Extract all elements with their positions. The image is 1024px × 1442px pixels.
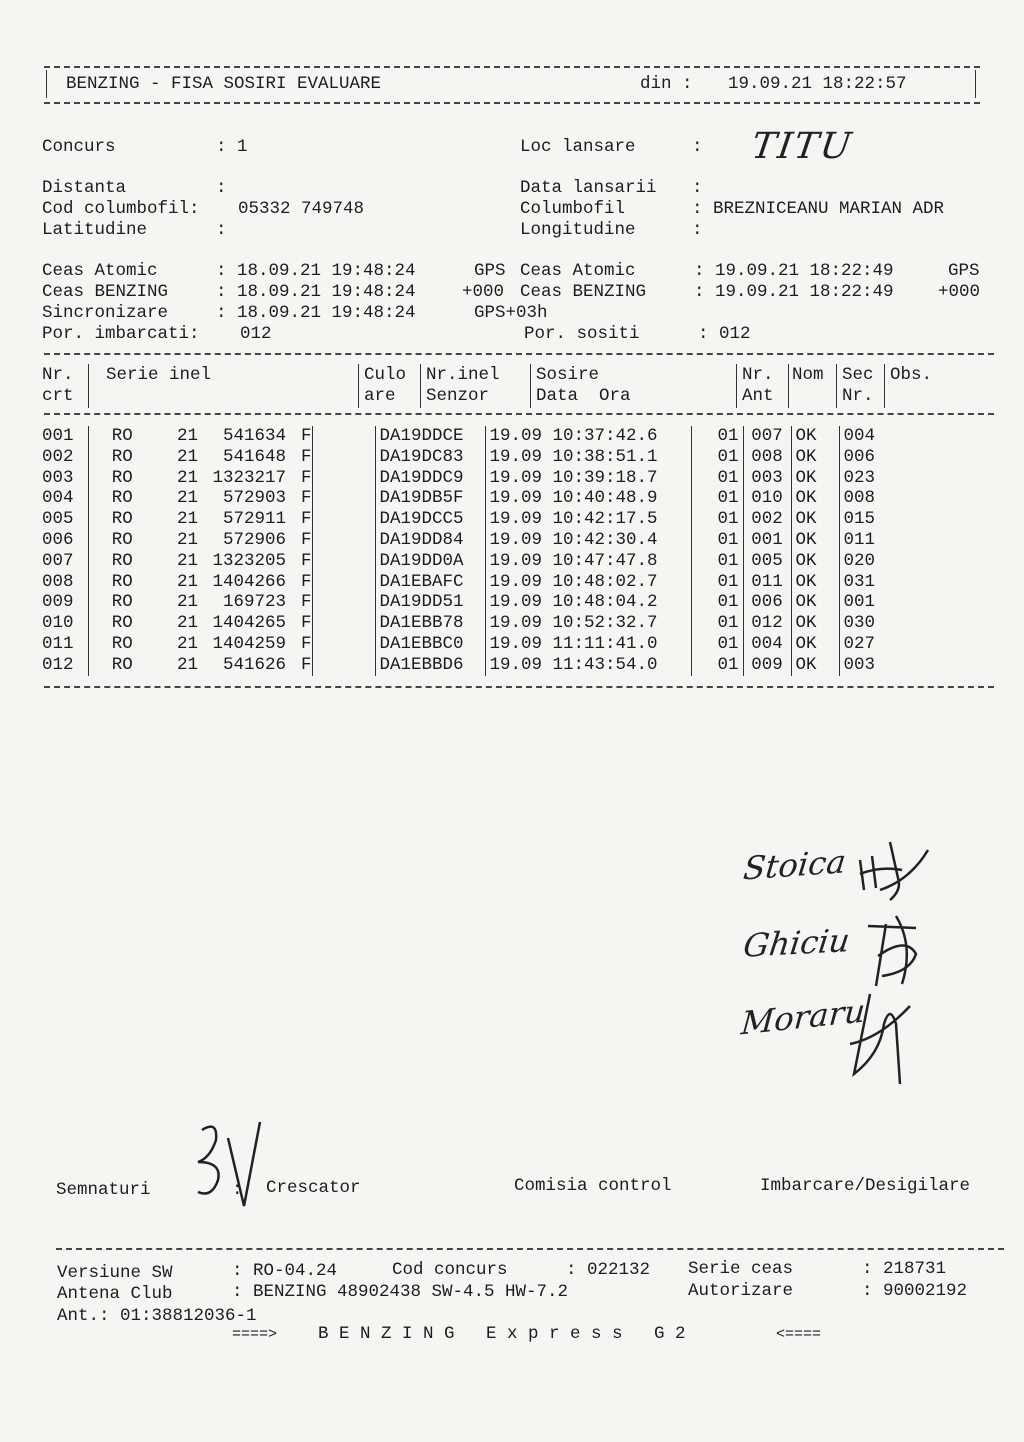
cell-tara: RO xyxy=(88,592,156,613)
semnaturi-colon: : xyxy=(232,1180,243,1200)
cell-senzor: DA19DD0A xyxy=(375,551,485,572)
cell-senzor: DA19DD51 xyxy=(375,592,485,613)
left-clock-2-value: : 18.09.21 19:48:24 xyxy=(216,282,416,302)
col-divider-7 xyxy=(836,364,837,408)
cell-nr: 004 xyxy=(42,488,74,509)
cell-culoare xyxy=(312,468,375,489)
footer-rule xyxy=(56,1248,1004,1250)
table-row xyxy=(42,468,895,489)
col-divider-2 xyxy=(358,364,359,408)
sync-suffix: GPS+03h xyxy=(474,303,548,323)
header-bottom-rule xyxy=(44,102,980,104)
cell-nr: 003 xyxy=(42,467,74,488)
table-row xyxy=(42,551,895,572)
cell-nr: 006 xyxy=(42,529,74,550)
th-nom: Nom xyxy=(792,365,824,385)
left-clock-1-value: : 18.09.21 19:48:24 xyxy=(216,261,416,281)
cell-obs: 004 xyxy=(839,426,895,447)
th-serie-inel: Serie inel xyxy=(106,365,212,385)
left-clock-1-label: Ceas Atomic xyxy=(42,261,158,281)
cell-sex: F xyxy=(300,446,312,467)
cell-nom: 009 xyxy=(743,655,791,676)
th-culoare-1: Culo xyxy=(364,365,407,385)
commission-signature-3 xyxy=(840,984,920,1094)
cell-nr: 005 xyxy=(42,509,74,530)
cell-inel: 1323205 xyxy=(212,550,286,571)
cell-senzor: DA19DDCE xyxy=(375,426,485,447)
table-row xyxy=(42,447,895,468)
imbarcare-label: Imbarcare/Desigilare xyxy=(760,1176,971,1196)
cell-an: 21 xyxy=(176,446,198,467)
cell-inel: 572911 xyxy=(222,509,286,530)
sositi-value: : 012 xyxy=(698,324,751,344)
table-top-rule xyxy=(44,353,994,355)
table-header-rule xyxy=(44,413,994,415)
date-value: 19.09.21 18:22:57 xyxy=(728,74,907,94)
cell-sec: OK xyxy=(791,655,839,676)
latitudine-label: Latitudine xyxy=(42,220,148,240)
cell-sex: F xyxy=(300,467,312,488)
cell-tara: RO xyxy=(88,468,156,489)
data-lansarii-value: : xyxy=(692,178,703,198)
autorizare-label: Autorizare xyxy=(688,1281,794,1301)
col-divider-6 xyxy=(788,364,789,408)
col-divider-8 xyxy=(884,364,885,408)
cell-nom: 003 xyxy=(743,468,791,489)
cell-nr: 002 xyxy=(42,446,74,467)
table-row xyxy=(42,509,895,530)
cell-nr: 009 xyxy=(42,592,74,613)
th-sosire-1: Sosire xyxy=(536,365,600,385)
cod-columbofil-label: Cod columbofil: xyxy=(42,199,200,219)
cell-an: 21 xyxy=(176,550,198,571)
cell-sec: OK xyxy=(791,426,839,447)
cell-nr: 008 xyxy=(42,571,74,592)
cell-tara: RO xyxy=(88,530,156,551)
cell-tara: RO xyxy=(88,447,156,468)
cell-inel: 1323217 xyxy=(212,467,286,488)
cell-nom: 010 xyxy=(743,488,791,509)
antena-label: Antena Club xyxy=(57,1284,173,1304)
cell-sosire: 19.09 10:37:42.6 xyxy=(485,426,691,447)
cell-ant: 01 xyxy=(691,551,743,572)
commission-name-2: Ghiciu xyxy=(741,921,852,965)
cell-ant: 01 xyxy=(691,613,743,634)
cell-sosire: 19.09 11:43:54.0 xyxy=(485,655,691,676)
columbofil-value: : BREZNICEANU MARIAN ADR xyxy=(692,199,945,219)
table-row xyxy=(42,572,895,593)
cell-sosire: 19.09 11:11:41.0 xyxy=(485,634,691,655)
concurs-value: : 1 xyxy=(216,137,248,157)
cell-sec: OK xyxy=(791,613,839,634)
header-right-border xyxy=(975,70,976,98)
cell-sosire: 19.09 10:48:04.2 xyxy=(485,592,691,613)
cell-obs: 027 xyxy=(839,634,895,655)
versiune-value: : RO-04.24 xyxy=(232,1261,338,1281)
cell-obs: 020 xyxy=(839,551,895,572)
cell-an: 21 xyxy=(176,654,198,675)
cell-an: 21 xyxy=(176,488,198,509)
cell-ant: 01 xyxy=(691,447,743,468)
cell-an: 21 xyxy=(176,613,198,634)
cell-tara: RO xyxy=(88,426,156,447)
cell-sex: F xyxy=(300,529,312,550)
cell-inel: 1404259 xyxy=(212,633,286,654)
th-sec-1: Sec xyxy=(842,365,874,385)
cell-an: 21 xyxy=(176,529,198,550)
right-clock-1-label: Ceas Atomic xyxy=(520,261,636,281)
concurs-label: Concurs xyxy=(42,137,116,157)
cod-columbofil-value: 05332 749748 xyxy=(238,199,365,219)
imbarcati-value: 012 xyxy=(240,324,272,344)
serie-ceas-label: Serie ceas xyxy=(688,1259,794,1279)
cell-tara: RO xyxy=(88,613,156,634)
cell-sec: OK xyxy=(791,592,839,613)
cell-sex: F xyxy=(300,571,312,592)
cell-culoare xyxy=(312,592,375,613)
cod-concurs-value: : 022132 xyxy=(566,1260,651,1280)
cell-culoare xyxy=(312,530,375,551)
cell-sec: OK xyxy=(791,530,839,551)
arrivals-table-body xyxy=(42,426,895,676)
longitudine-value: : xyxy=(692,220,703,240)
cell-inel: 169723 xyxy=(222,592,286,613)
cell-nr: 011 xyxy=(42,633,74,654)
table-row xyxy=(42,634,895,655)
cell-ant: 01 xyxy=(691,530,743,551)
cell-inel: 1404266 xyxy=(212,571,286,592)
cell-senzor: DA1EBAFC xyxy=(375,572,485,593)
cell-tara: RO xyxy=(88,572,156,593)
table-row xyxy=(42,426,895,447)
loc-lansare-colon: : xyxy=(692,137,703,157)
cell-sec: OK xyxy=(791,447,839,468)
cell-senzor: DA1EBBC0 xyxy=(375,634,485,655)
cell-sosire: 19.09 10:42:30.4 xyxy=(485,530,691,551)
ant-line: Ant.: 01:38812036-1 xyxy=(57,1306,257,1326)
cell-ant: 01 xyxy=(691,488,743,509)
cell-nom: 008 xyxy=(743,447,791,468)
th-sec-2: Nr. xyxy=(842,386,874,406)
cell-tara: RO xyxy=(88,488,156,509)
cell-obs: 003 xyxy=(839,655,895,676)
loc-lansare-label: Loc lansare xyxy=(520,137,636,157)
columbofil-label: Columbofil xyxy=(520,199,626,219)
cell-inel: 572903 xyxy=(222,488,286,509)
table-bottom-rule xyxy=(44,686,994,688)
cell-sex: F xyxy=(300,509,312,530)
latitudine-value: : xyxy=(216,220,227,240)
cell-obs: 023 xyxy=(839,468,895,489)
cell-culoare xyxy=(312,447,375,468)
cell-inel: 541626 xyxy=(222,654,286,675)
cell-an: 21 xyxy=(176,509,198,530)
cell-sosire: 19.09 10:40:48.9 xyxy=(485,488,691,509)
th-ant-1: Nr. xyxy=(742,365,774,385)
cell-sex: F xyxy=(300,613,312,634)
cell-sex: F xyxy=(300,488,312,509)
commission-name-1: Stoica xyxy=(741,842,848,888)
cell-tara: RO xyxy=(88,551,156,572)
cell-culoare xyxy=(312,488,375,509)
express-right-arrow: <==== xyxy=(776,1326,822,1343)
left-clock-1-suffix: GPS xyxy=(474,261,506,281)
comisia-control-label: Comisia control xyxy=(514,1176,672,1196)
cell-nom: 006 xyxy=(743,592,791,613)
cell-culoare xyxy=(312,509,375,530)
right-clock-2-suffix: +000 xyxy=(938,282,981,302)
express-left-arrow: ====> xyxy=(232,1326,278,1343)
cell-sosire: 19.09 10:39:18.7 xyxy=(485,468,691,489)
table-row xyxy=(42,655,895,676)
cell-nr: 001 xyxy=(42,426,74,446)
cell-inel: 541634 xyxy=(222,426,286,446)
cell-culoare xyxy=(312,655,375,676)
cell-sec: OK xyxy=(791,634,839,655)
cell-an: 21 xyxy=(176,592,198,613)
cell-sosire: 19.09 10:47:47.8 xyxy=(485,551,691,572)
versiune-label: Versiune SW xyxy=(57,1263,173,1283)
longitudine-label: Longitudine xyxy=(520,220,636,240)
commission-name-3: Moraru xyxy=(739,991,867,1043)
cell-nr: 010 xyxy=(42,613,74,634)
table-row xyxy=(42,530,895,551)
th-culoare-2: are xyxy=(364,386,396,406)
express-banner: B E N Z I N G E x p r e s s G 2 xyxy=(318,1324,686,1344)
cell-tara: RO xyxy=(88,655,156,676)
sync-value: : 18.09.21 19:48:24 xyxy=(216,303,416,323)
cell-an: 21 xyxy=(176,467,198,488)
cell-ant: 01 xyxy=(691,509,743,530)
cell-obs: 015 xyxy=(839,509,895,530)
cell-nom: 012 xyxy=(743,613,791,634)
cell-sec: OK xyxy=(791,551,839,572)
distanta-value: : xyxy=(216,178,227,198)
cell-obs: 031 xyxy=(839,572,895,593)
cell-sosire: 19.09 10:52:32.7 xyxy=(485,613,691,634)
right-clock-2-value: : 19.09.21 18:22:49 xyxy=(694,282,894,302)
cell-sosire: 19.09 10:42:17.5 xyxy=(485,509,691,530)
cell-senzor: DA1EBBD6 xyxy=(375,655,485,676)
col-divider-1 xyxy=(88,364,89,408)
cell-sex: F xyxy=(300,654,312,675)
cell-sec: OK xyxy=(791,488,839,509)
serie-ceas-value: : 218731 xyxy=(862,1259,947,1279)
cell-sex: F xyxy=(300,550,312,571)
left-clock-2-suffix: +000 xyxy=(462,282,505,302)
right-clock-1-suffix: GPS xyxy=(948,261,980,281)
distanta-label: Distanta xyxy=(42,178,127,198)
th-nr-2: crt xyxy=(42,386,74,406)
sositi-label: Por. sositi xyxy=(524,324,640,344)
table-row xyxy=(42,488,895,509)
cell-nom: 004 xyxy=(743,634,791,655)
cell-nom: 002 xyxy=(743,509,791,530)
th-ant-2: Ant xyxy=(742,386,774,406)
cell-ant: 01 xyxy=(691,634,743,655)
antena-value: : BENZING 48902438 SW-4.5 HW-7.2 xyxy=(232,1282,569,1302)
cell-obs: 030 xyxy=(839,613,895,634)
cell-an: 21 xyxy=(176,571,198,592)
col-divider-4 xyxy=(530,364,531,408)
cell-sex: F xyxy=(300,633,312,654)
cell-tara: RO xyxy=(88,509,156,530)
cell-obs: 011 xyxy=(839,530,895,551)
loc-lansare-handwritten: TITU xyxy=(749,126,856,167)
th-senzor-1: Nr.inel xyxy=(426,365,500,385)
cell-an: 21 xyxy=(176,426,198,446)
cell-senzor: DA19DCC5 xyxy=(375,509,485,530)
cell-culoare xyxy=(312,572,375,593)
cell-senzor: DA19DC83 xyxy=(375,447,485,468)
th-nr-1: Nr. xyxy=(42,365,74,385)
cell-ant: 01 xyxy=(691,592,743,613)
cell-sosire: 19.09 10:48:02.7 xyxy=(485,572,691,593)
cell-obs: 006 xyxy=(839,447,895,468)
cell-senzor: DA19DB5F xyxy=(375,488,485,509)
cell-sec: OK xyxy=(791,572,839,593)
cell-obs: 008 xyxy=(839,488,895,509)
cell-senzor: DA19DDC9 xyxy=(375,468,485,489)
cell-senzor: DA19DD84 xyxy=(375,530,485,551)
col-divider-3 xyxy=(420,364,421,408)
table-row xyxy=(42,613,895,634)
right-clock-2-label: Ceas BENZING xyxy=(520,282,647,302)
cell-nom: 005 xyxy=(743,551,791,572)
cell-nom: 011 xyxy=(743,572,791,593)
cell-sec: OK xyxy=(791,468,839,489)
cell-an: 21 xyxy=(176,633,198,654)
cod-concurs-label: Cod concurs xyxy=(392,1260,508,1280)
header-top-rule xyxy=(44,66,980,68)
cell-culoare xyxy=(312,426,375,447)
crescator-label: Crescator xyxy=(266,1178,361,1198)
autorizare-value: : 90002192 xyxy=(862,1281,968,1301)
header-left-border xyxy=(46,70,47,98)
cell-ant: 01 xyxy=(691,572,743,593)
left-clock-2-label: Ceas BENZING xyxy=(42,282,169,302)
sheet-title: BENZING - FISA SOSIRI EVALUARE xyxy=(66,74,382,94)
crescator-signature xyxy=(188,1118,268,1218)
cell-nr: 007 xyxy=(42,550,74,571)
cell-sex: F xyxy=(300,592,312,613)
cell-sosire: 19.09 10:38:51.1 xyxy=(485,447,691,468)
cell-ant: 01 xyxy=(691,426,743,447)
cell-inel: 541648 xyxy=(222,446,286,467)
cell-inel: 1404265 xyxy=(212,613,286,634)
cell-nr: 012 xyxy=(42,654,74,675)
date-label: din : xyxy=(640,74,693,94)
cell-nom: 007 xyxy=(743,426,791,447)
table-row xyxy=(42,592,895,613)
imbarcati-label: Por. imbarcati: xyxy=(42,324,200,344)
cell-culoare xyxy=(312,634,375,655)
arrivals-table xyxy=(42,426,895,676)
cell-inel: 572906 xyxy=(222,529,286,550)
th-senzor-2: Senzor xyxy=(426,386,490,406)
cell-sex: F xyxy=(300,426,312,446)
th-sosire-2: Data Ora xyxy=(536,386,631,406)
col-divider-5 xyxy=(736,364,737,408)
sync-label: Sincronizare xyxy=(42,303,169,323)
cell-sec: OK xyxy=(791,509,839,530)
cell-obs: 001 xyxy=(839,592,895,613)
cell-ant: 01 xyxy=(691,468,743,489)
data-lansarii-label: Data lansarii xyxy=(520,178,657,198)
cell-culoare xyxy=(312,613,375,634)
cell-ant: 01 xyxy=(691,655,743,676)
cell-nom: 001 xyxy=(743,530,791,551)
right-clock-1-value: : 19.09.21 18:22:49 xyxy=(694,261,894,281)
semnaturi-label: Semnaturi xyxy=(56,1180,151,1200)
th-obs: Obs. xyxy=(890,365,933,385)
cell-senzor: DA1EBB78 xyxy=(375,613,485,634)
commission-signature-2 xyxy=(856,906,936,996)
cell-tara: RO xyxy=(88,634,156,655)
cell-culoare xyxy=(312,551,375,572)
